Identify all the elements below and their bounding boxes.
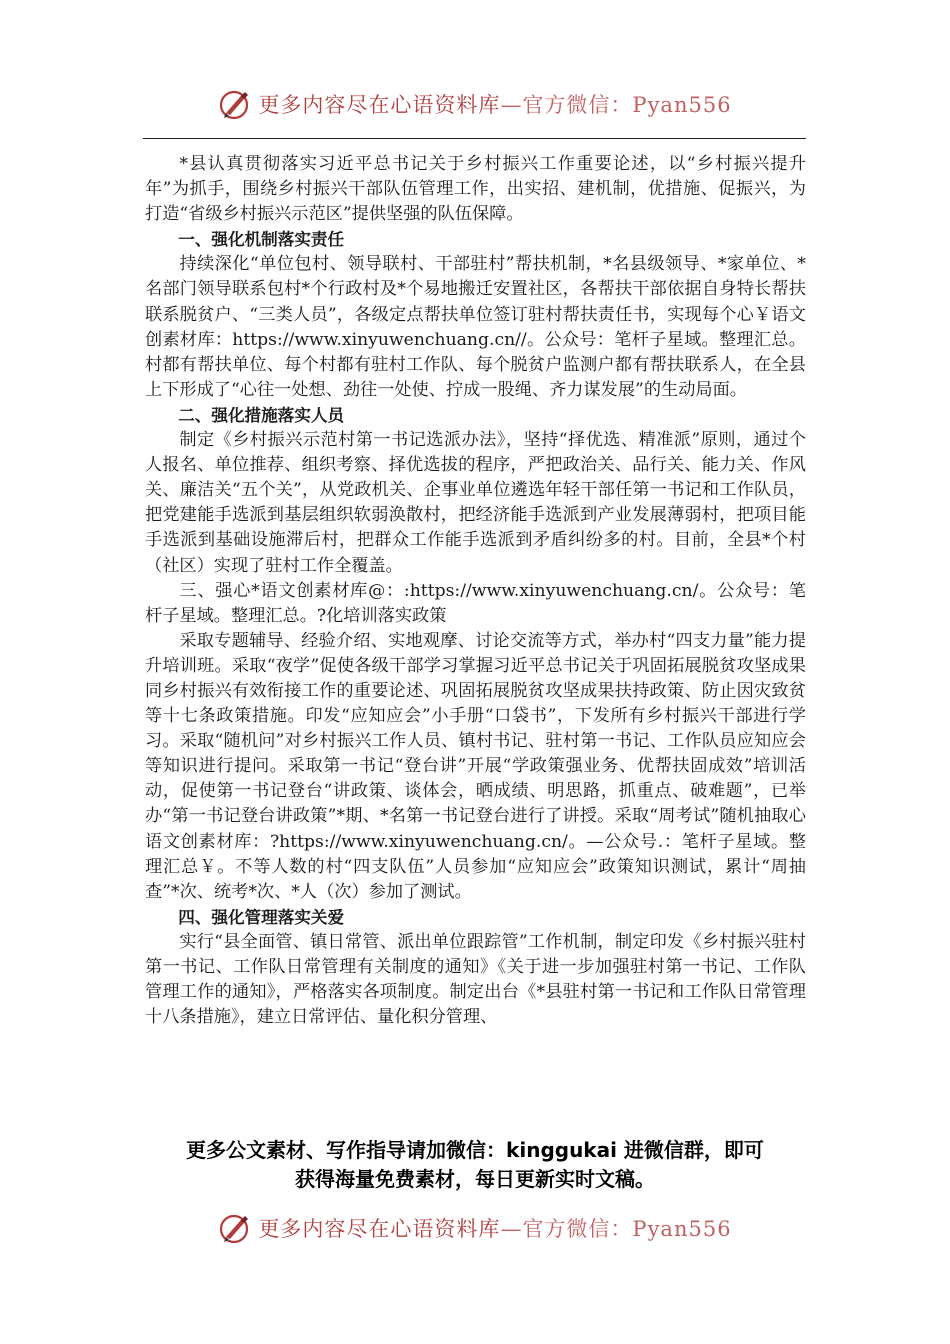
section-2-paragraph: 制定《乡村振兴示范村第一书记选派办法》，坚持“择优选、精准派”原则，通过个人报名、单位推荐、组织考察、择优选拔的程序，严把政治关、品行关、能力关、作风关、廉洁关“五个关”，从党政机关、企事业单位遴选年轻干部任第一书记和工作队员，把党建能手选派到基层组织软弱涣散村，把经济能手选派到产业发展薄弱村，把项目能手选派到基础设施滞后村，把群众工作能手选派到矛盾纠纷多的村。目前，全县*个村（社区）实现了驻村工作全覆盖。 <box>145 430 806 576</box>
header-banner-title: 更多内容尽在心语资料库 <box>258 93 501 117</box>
section-heading-3: 三、强心*语文创素材库@：:https://www.xinyuwenchuang.cn/。公众号：笔杆子星域。整理汇总。?化培训落实政策 <box>145 580 806 626</box>
section-1-paragraph: 持续深化“单位包村、领导联村、干部驻村”帮扶机制，*名县级领导、*家单位、*名部门领导联系包村*个行政村及*个易地搬迁安置社区，各帮扶干部依据自身特长帮扶联系脱贫户、“三类人员”，各级定点帮扶单位签订驻村帮扶责任书，实现每个心￥语文创素材库：https://www.xinyuwenchuang.cn//。公众号：笔杆子星域。整理汇总。村都有帮扶单位、每个村都有驻村工作队、每个脱贫户监测户都有帮扶联系人，在全县上下形成了“心往一处想、劲往一处使、拧成一股绳、齐力谋发展”的生动局面。 <box>145 254 806 400</box>
pen-logo-icon <box>218 1211 252 1245</box>
promo-line-2: 获得海量免费素材，每日更新实时文稿。 <box>295 1167 655 1191</box>
document-body <box>145 152 806 1030</box>
promo-notice <box>100 1136 850 1194</box>
promo-line-1: 更多公文素材、写作指导请加微信：kinggukai 进微信群，即可 <box>186 1138 764 1162</box>
section-4-paragraph: 实行“县全面管、镇日常管、派出单位跟踪管”工作机制，制定印发《乡村振兴驻村第一书记、工作队日常管理有关制度的通知》《关于进一步加强驻村第一书记、工作队管理工作的通知》，严格落实各项制度。制定出台《*县驻村第一书记和工作队日常管理十八条措施》，建立日常评估、量化积分管理、 <box>145 931 806 1028</box>
section-heading-1: 一、强化机制落实责任 <box>178 230 345 250</box>
section-heading-4: 四、强化管理落实关爱 <box>178 907 345 927</box>
header-divider <box>143 138 806 139</box>
section-heading-2: 二、强化措施落实人员 <box>178 405 345 425</box>
footer-banner-title: 更多内容尽在心语资料库 <box>258 1217 501 1241</box>
footer-banner-text <box>258 1213 731 1243</box>
intro-paragraph: *县认真贯彻落实习近平总书记关于乡村振兴工作重要论述，以“乡村振兴提升年”为抓手，围绕乡村振兴干部队伍管理工作，出实招、建机制，优措施、促振兴，为打造“省级乡村振兴示范区”提供坚强的队伍保障。 <box>145 154 806 225</box>
footer-banner-wechat: —官方微信：Pyan556 <box>500 1217 732 1241</box>
header-banner <box>0 82 950 126</box>
header-banner-wechat: —官方微信：Pyan556 <box>500 93 732 117</box>
header-banner-text <box>258 89 731 119</box>
pen-logo-icon <box>218 87 252 121</box>
section-3-paragraph: 采取专题辅导、经验介绍、实地观摩、讨论交流等方式，举办村“四支力量”能力提升培训班。采取“夜学”促使各级干部学习掌握习近平总书记关于巩固拓展脱贫攻坚成果同乡村振兴有效衔接工作的重要论述、巩固拓展脱贫攻坚成果扶持政策、防止因灾致贫等十七条政策措施。印发“应知应会”小手册“口袋书”，下发所有乡村振兴干部进行学习。采取“随机问”对乡村振兴工作人员、镇村书记、驻村第一书记、工作队员应知应会等知识进行提问。采取第一书记“登台讲”开展“学政策强业务、优帮扶固成效”培训活动，促使第一书记登台“讲政策、谈体会，晒成绩、明思路，抓重点、破难题”，已举办“第一书记登台讲政策”*期、*名第一书记登台进行了讲授。采取“周考试”随机抽取心语文创素材库：?https://www.xinyuwenchuang.cn/。—公众号.：笔杆子星域。整理汇总￥。不等人数的村“四支队伍”人员参加“应知应会”政策知识测试，累计“周抽查”*次、统考*次、*人（次）参加了测试。 <box>145 630 806 902</box>
footer-banner <box>0 1206 950 1250</box>
